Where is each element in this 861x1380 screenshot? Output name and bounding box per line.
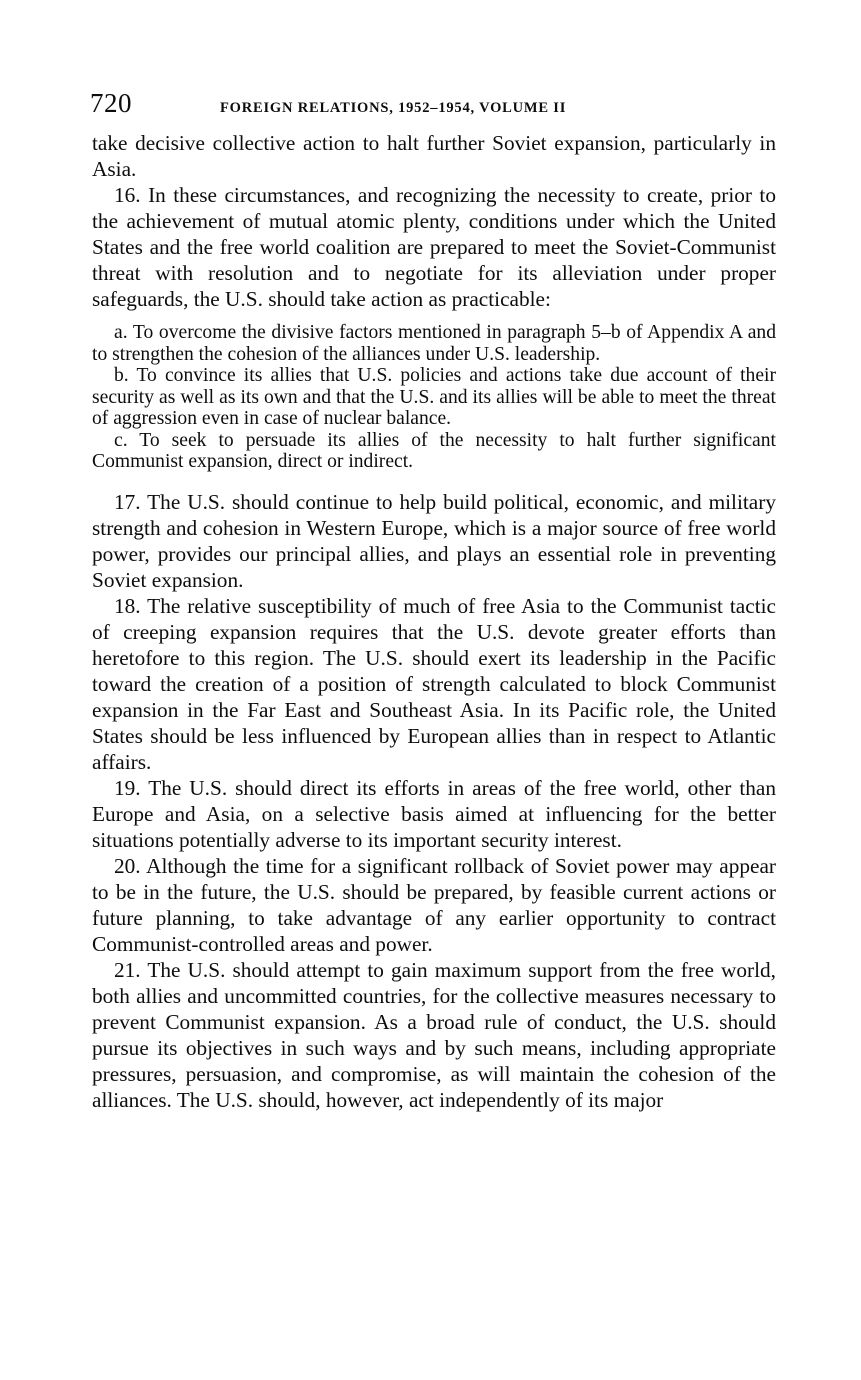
body-text bbox=[92, 130, 776, 1113]
document-page bbox=[92, 88, 776, 1113]
subparagraph-b: b. To convince its allies that U.S. policies and actions take due account of their security as well as its own and that the U.S. and its allies will be able to meet the threat of aggression even in case of nuclear balance. bbox=[92, 365, 776, 429]
paragraph-16: 16. In these circumstances, and recognizing the necessity to create, prior to the achievement of mutual atomic plenty, conditions under which the United States and the free world coalition are prepared to meet the Soviet-Communist threat with resolution and to negotiate for its alleviation under proper safeguards, the U.S. should take action as practicable: bbox=[92, 183, 776, 311]
running-head bbox=[92, 88, 776, 130]
subparagraph-list bbox=[92, 322, 776, 473]
paragraph-21: 21. The U.S. should attempt to gain maximum support from the free world, both allies and uncommitted countries, for the collective measures necessary to prevent Communist expansion. As a broad rule of conduct, the U.S. should pursue its objectives in such ways and by such means, including appropriate pressures, persuasion, and compromise, as will maintain the cohesion of the alliances. The U.S. should, however, act independently of its major bbox=[92, 957, 776, 1112]
subparagraph-a: a. To overcome the divisive factors mentioned in paragraph 5–b of Appendix A and to strengthen the cohesion of the alliances under U.S. leadership. bbox=[92, 322, 776, 365]
running-title: FOREIGN RELATIONS, 1952–1954, VOLUME II bbox=[220, 100, 567, 116]
paragraph-19: 19. The U.S. should direct its efforts in areas of the free world, other than Europe and Asia, on a selective basis aimed at influencing for the better situations potentially adverse to its important security interest. bbox=[92, 775, 776, 852]
paragraph-17: 17. The U.S. should continue to help build political, economic, and military strength and cohesion in Western Europe, which is a major source of free world power, provides our principal allies, and plays an essential role in preventing Soviet expansion. bbox=[92, 489, 776, 592]
paragraph-20: 20. Although the time for a significant rollback of Soviet power may appear to be in the future, the U.S. should be prepared, by feasible current actions or future planning, to take advantage of any earlier opportunity to contract Communist-controlled areas and power. bbox=[92, 853, 776, 956]
paragraph-18: 18. The relative susceptibility of much of free Asia to the Communist tactic of creeping expansion requires that the U.S. devote greater efforts than heretofore to this region. The U.S. should exert its leadership in the Pacific toward the creation of a position of strength calculated to block Communist expansion in the Far East and Southeast Asia. In its Pacific role, the United States should be less influenced by European allies than in respect to Atlantic affairs. bbox=[92, 593, 776, 774]
paragraph-continuation: take decisive collective action to halt further Soviet expansion, particularly in Asia. bbox=[92, 131, 776, 181]
subparagraph-c: c. To seek to persuade its allies of the necessity to halt further significant Communist expansion, direct or indirect. bbox=[92, 429, 776, 472]
page-number: 720 bbox=[90, 88, 132, 118]
